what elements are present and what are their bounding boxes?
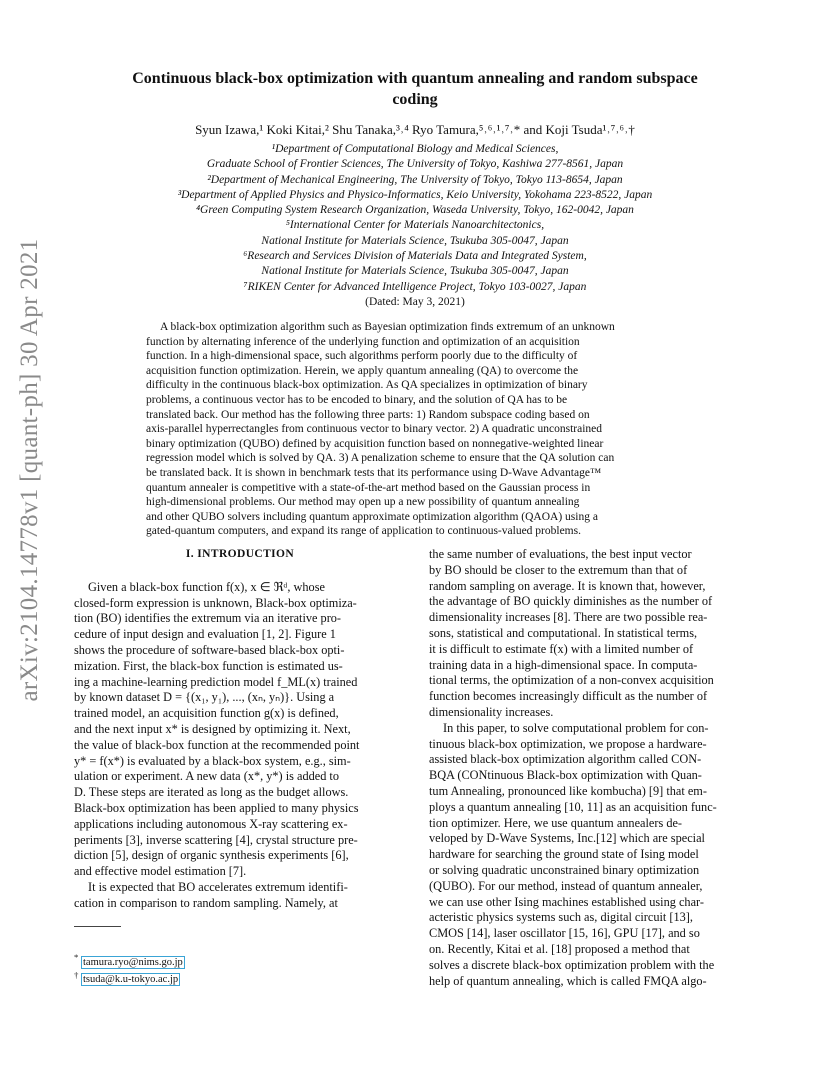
body-line: It is expected that BO accelerates extremum identifi- [88,879,348,894]
footnote-rule [74,926,121,927]
body-line: and effective model estimation [7]. [74,864,247,879]
abstract-line: quantum annealer is competitive with a state-of-the-art method based on the Gaussian process in [146,481,591,494]
abstract-line: binary optimization (QUBO) defined by acquisition function based on nonnegative-weighted linear [146,437,604,450]
body-line: solves a discrete black-box optimization problem with the [429,957,715,972]
title-line: coding [392,91,438,108]
body-line: training data in a high-dimensional space. In computa- [429,657,698,672]
body-line: applications including autonomous X-ray scattering ex- [74,816,348,831]
body-line: we can use other Ising machines established using char- [429,894,704,909]
abstract-line: be translated back. It is shown in benchmark tests that its performance using D-Wave Advantage™ [146,466,602,479]
affiliation-line: National Institute for Materials Science, Tsukuba 305-0047, Japan [261,234,569,247]
body-line: ulation or experiment. A new data (x*, y*) is added to [74,769,340,784]
email-link[interactable]: tamura.ryo@nims.go.jp [83,956,183,968]
section-heading: I. INTRODUCTION [185,548,295,560]
body-line: cation in comparison to random sampling. Namely, at [74,895,338,910]
body-line: by BO should be closer to the extremum than that of [429,562,688,577]
body-line: y* = f(x*) is evaluated by a black-box system, e.g., sim- [74,753,351,768]
body-line: veloped by D-Wave Systems, Inc.[12] which are special [429,831,705,846]
body-line: Given a black-box function f(x), x ∈ ℜᵈ, whose [88,579,325,594]
body-line: on. Recently, Kitai et al. [18] proposed a method that [429,941,690,956]
affiliation-line: ⁵International Center for Materials Nanoarchitectonics, [285,219,545,232]
footnote-mark: † [74,969,79,980]
body-line: acteristic physics systems such as, digital circuit [13], [429,910,693,925]
abstract-line: translated back. Our method has the following three parts: 1) Random subspace coding based on [146,408,590,421]
title-line: Continuous black-box optimization with quantum annealing and random subspace [132,70,698,87]
body-line: ploys a quantum annealing [10, 11] as an acquisition func- [429,799,717,814]
body-line: closed-form expression is unknown, Black-box optimiza- [74,595,357,610]
body-line: In this paper, to solve computational problem for con- [443,720,709,735]
footnote-mark: * [74,952,79,962]
affiliation-line: Graduate School of Frontier Sciences, The University of Tokyo, Kashiwa 277-8561, Japan [206,158,624,171]
arxiv-id: arXiv:2104.14778v1 [quant-ph] 30 Apr 2021 [16,238,43,702]
body-line: hardware for searching the ground state of Ising model [429,847,699,862]
body-line: shows the procedure of software-based black-box opti- [74,642,345,657]
body-line: D. These steps are iterated as long as the budget allows. [74,785,349,800]
footnote [74,951,185,969]
affiliation-line: ⁴Green Computing System Research Organization, Waseda University, Tokyo, 162-0042, Japan [196,204,634,217]
abstract-line: regression model which is solved by QA. 3) A penalization scheme to ensure that the QA solution can [146,452,615,465]
body-line: Black-box optimization has been applied to many physics [74,800,359,815]
abstract [146,320,686,539]
abstract-line: gated-quantum computers, and expand its range of application to continuous-valued problems. [146,525,581,538]
body-line: trained model, an acquisition function g(x) is defined, [74,706,339,721]
abstract-line: high-dimensional problems. Our method may open up a new possibility of quantum annealing [146,496,580,509]
date-line: (Dated: May 3, 2021) [365,295,465,308]
abstract-line: function by alternating inference of the underlying function and optimization of an acquisition [146,335,580,348]
affiliation-line: National Institute for Materials Science, Tsukuba 305-0047, Japan [261,265,569,278]
body-line: ing a machine-learning prediction model f_ML(x) trained [74,674,358,689]
body-line: the value of black-box function at the recommended point [74,737,360,752]
abstract-line: function. In a high-dimensional space, such algorithms perform poorly due to the difficulty of [146,350,578,363]
body-line: help of quantum annealing, which is called FMQA algo- [429,973,707,988]
affiliation-line: ²Department of Mechanical Engineering, The University of Tokyo, Tokyo 113-8654, Japan [207,173,623,186]
body-line: tion (BO) identifies the extremum via an iterative pro- [74,611,342,626]
email-link[interactable]: tsuda@k.u-tokyo.ac.jp [83,974,179,985]
affiliation-line: ¹Department of Computational Biology and Medical Sciences, [271,143,559,155]
body-line: CMOS [14], laser oscillator [15, 16], GPU [17], and so [429,926,700,941]
body-line: periments [3], inverse scattering [4], crystal structure pre- [74,832,358,847]
arxiv-sidebar-stamp [10,238,50,702]
body-line: dimensionality increases [8]. There are two possible rea- [429,610,708,625]
affiliation-line: ³Department of Applied Physics and Physico-Informatics, Keio University, Yokohama 223-8522, Japan [177,188,653,201]
body-line: sons, statistical and computational. In statistical terms, [429,625,698,640]
affiliations [80,142,750,310]
abstract-line: difficulty in the continuous black-box optimization. As QA specializes in optimization of binary [146,379,588,392]
abstract-line: problems, a continuous vector has to be encoded to binary, and the solution of QA has to be [146,393,568,406]
left-column [74,547,406,912]
body-line: assisted black-box optimization algorithm called CON- [429,752,702,767]
body-line: function becomes increasingly difficult as the number of [429,689,708,704]
abstract-line: axis-parallel hyperrectangles from continuous vector to binary vector. 2) A quadratic unconstrained [146,423,603,436]
body-line: tion optimizer. Here, we use quantum annealers de- [429,815,683,830]
body-line: tinuous black-box optimization, we propose a hardware- [429,736,707,751]
abstract-line: acquisition function optimization. Herein, we apply quantum annealing (QA) to overcome the [146,364,579,377]
footnotes [74,951,185,986]
body-line: and the next input x* is designed by optimizing it. Next, [74,721,351,736]
body-line: random sampling on average. It is known that, however, [429,578,706,593]
body-line: dimensionality increases. [429,704,554,719]
right-column [429,547,762,989]
abstract-line: A black-box optimization algorithm such as Bayesian optimization finds extremum of an unknown [160,321,615,333]
body-line: tum Annealing, pronounced like kombucha) [9] that em- [429,783,707,798]
author-list: Syun Izawa,¹ Koki Kitai,² Shu Tanaka,³˒⁴ Ryo Tamura,⁵˒⁶˒¹˒⁷˒* and Koji Tsuda¹˒⁷˒⁶˒† [195,122,635,137]
body-line: by known dataset D = {(x₁, y₁), ..., (xₙ, yₙ)}. Using a [74,690,335,705]
body-line: the advantage of BO quickly diminishes as the number of [429,594,713,609]
body-line: (QUBO). For our method, instead of quantum annealer, [429,878,703,893]
body-line: cedure of input design and evaluation [1, 2]. Figure 1 [74,627,336,642]
affiliation-line: ⁷RIKEN Center for Advanced Intelligence Project, Tokyo 103-0027, Japan [243,280,587,293]
footnote [74,969,185,987]
body-line: diction [5], design of organic synthesis experiments [6], [74,848,349,863]
body-line: mization. First, the black-box function is estimated us- [74,658,343,673]
affiliation-line: ⁶Research and Services Division of Materials Data and Integrated System, [243,250,587,263]
body-line: tional terms, the optimization of a non-convex acquisition [429,673,714,688]
abstract-line: and other QUBO solvers including quantum approximate optimization algorithm (QAOA) using a [146,510,598,523]
body-line: BQA (CONtinuous Black-box optimization with Quan- [429,768,702,783]
body-line: the same number of evaluations, the best input vector [429,547,692,561]
paper-title [80,68,750,110]
body-line: it is difficult to estimate f(x) with a limited number of [429,641,694,656]
body-line: or solving quadratic unconstrained binary optimization [429,862,700,877]
